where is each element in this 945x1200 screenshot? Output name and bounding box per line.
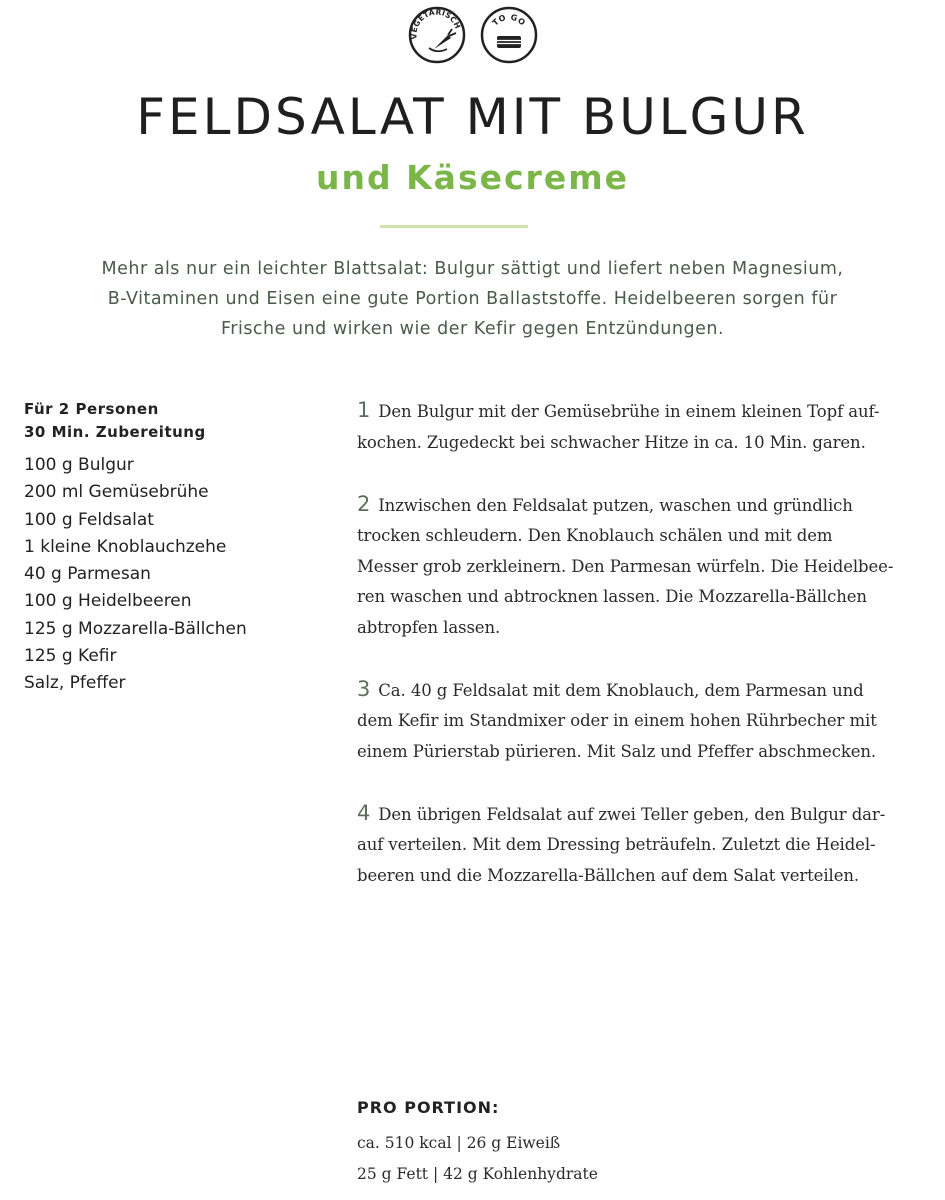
- nutrition-line: ca. 510 kcal | 26 g Eiweiß: [357, 1134, 561, 1152]
- recipe-title: FELDSALAT MIT BULGUR: [136, 88, 809, 146]
- ingredient-item: 100 g Feldsalat: [24, 509, 154, 530]
- intro-line: Frische und wirken wie der Kefir gegen Entzündungen.: [220, 319, 725, 339]
- step-4: [357, 798, 897, 892]
- step-line: Messer grob zerkleinern. Den Parmesan würfeln. Die Heidelbee-: [357, 556, 894, 576]
- step-line: einem Pürierstab pürieren. Mit Salz und Pfeffer abschmecken.: [357, 741, 877, 761]
- intro-text: [40, 254, 905, 344]
- step-number: 2: [357, 491, 371, 516]
- ingredient-item: 200 ml Gemüsebrühe: [24, 482, 209, 503]
- to-go-badge-label: TO GO: [490, 12, 527, 28]
- ingredient-item: 125 g Mozzarella-Bällchen: [24, 618, 247, 639]
- nutrition-title: PRO PORTION:: [357, 1098, 500, 1117]
- step-line: trocken schleudern. Den Knoblauch schälen und mit dem: [357, 526, 833, 545]
- carrot-icon: [407, 5, 467, 65]
- prep-time: 30 Min. Zubereitung: [24, 423, 206, 441]
- step-line: ren waschen und abtrocknen lassen. Die Mozzarella-Bällchen: [357, 587, 867, 606]
- step-number: 3: [357, 676, 371, 701]
- vegetarian-badge-label: VEGETARISCH: [408, 7, 462, 40]
- step-line: Den übrigen Feldsalat auf zwei Teller geben, den Bulgur dar-: [378, 804, 886, 824]
- step-line: auf verteilen. Mit dem Dressing beträufeln. Zuletzt die Heidel-: [357, 835, 876, 854]
- ingredient-item: 100 g Bulgur: [24, 455, 134, 475]
- instructions: [357, 395, 897, 922]
- step-line: Den Bulgur mit der Gemüsebrühe in einem kleinen Topf auf-: [378, 402, 880, 421]
- lunchbox-icon: [479, 5, 539, 65]
- ingredient-item: 40 g Parmesan: [24, 564, 151, 585]
- step-3: [357, 674, 897, 768]
- ingredient-item: Salz, Pfeffer: [24, 673, 126, 694]
- step-line: beeren und die Mozzarella-Bällchen auf dem Salat verteilen.: [357, 865, 860, 885]
- step-2: [357, 489, 897, 644]
- ingredients-panel: [24, 398, 324, 698]
- ingredient-item: 1 kleine Knoblauchzehe: [24, 536, 227, 557]
- ingredient-list: [24, 452, 324, 698]
- vegetarian-badge: [407, 5, 467, 65]
- step-line: kochen. Zugedeckt bei schwacher Hitze in ca. 10 Min. garen.: [357, 432, 866, 452]
- ingredient-item: 100 g Heidelbeeren: [24, 591, 192, 612]
- step-1: [357, 395, 897, 458]
- step-line: Ca. 40 g Feldsalat mit dem Knoblauch, dem Parmesan und: [378, 680, 864, 700]
- step-line: dem Kefir im Standmixer oder in einem hohen Rührbecher mit: [357, 711, 877, 730]
- svg-text:VEGETARISCH: [409, 7, 462, 39]
- nutrition-line: 25 g Fett | 42 g Kohlenhydrate: [357, 1165, 598, 1183]
- step-line: abtropfen lassen.: [357, 617, 501, 637]
- servings: Für 2 Personen: [24, 400, 159, 418]
- to-go-badge: [479, 5, 539, 65]
- step-line: Inzwischen den Feldsalat putzen, waschen und gründlich: [378, 495, 853, 515]
- intro-line: Mehr als nur ein leichter Blattsalat: Bulgur sättigt und liefert neben Magnesium,: [101, 259, 844, 279]
- badge-row: [0, 5, 945, 65]
- step-number: 1: [357, 398, 371, 422]
- svg-text:TO GO: [490, 13, 527, 28]
- intro-line: B-Vitaminen und Eisen eine gute Portion Ballaststoffe. Heidelbeeren sorgen für: [107, 289, 838, 309]
- ingredient-item: 125 g Kefir: [24, 646, 117, 667]
- nutrition-box: [357, 1096, 877, 1190]
- recipe-subtitle: und Käsecreme: [316, 158, 629, 197]
- step-number: 4: [357, 800, 371, 825]
- title-divider: [380, 225, 528, 228]
